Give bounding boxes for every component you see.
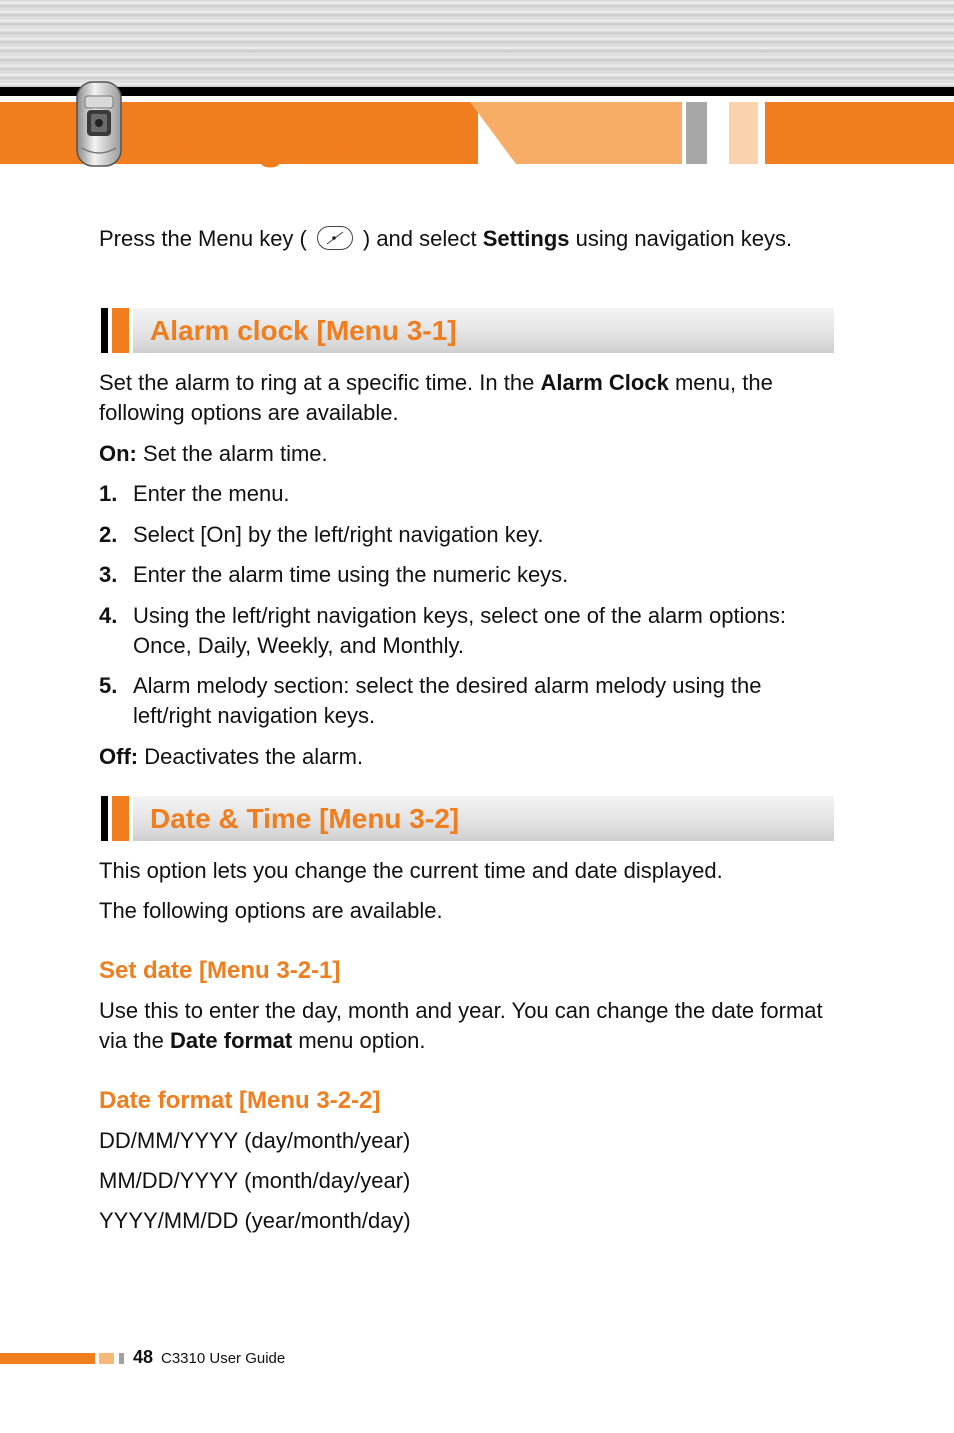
section-marker-black xyxy=(101,308,108,353)
section-date-time xyxy=(101,796,834,841)
alarm-desc-1: Set the alarm to ring at a specific time. In the xyxy=(99,370,535,395)
section-heading: Alarm clock [Menu 3-1] xyxy=(150,315,457,346)
off-label: Off: xyxy=(99,744,139,769)
section-marker-orange xyxy=(112,308,129,353)
alarm-desc-2: menu, the following options are available. xyxy=(99,370,773,425)
alarm-off-line xyxy=(99,742,839,772)
header-band-right xyxy=(765,102,954,164)
section-heading: Date & Time [Menu 3-2] xyxy=(150,803,460,834)
intro-paragraph xyxy=(99,224,839,254)
on-text: Set the alarm time. xyxy=(143,441,328,466)
step-number: 4. xyxy=(99,603,118,628)
menu-key-icon xyxy=(317,226,353,250)
page-title xyxy=(132,110,418,175)
footer-marker-peach xyxy=(99,1353,114,1364)
step-number: 2. xyxy=(99,522,118,547)
date-format-option: DD/MM/YYYY (day/month/year) xyxy=(99,1128,411,1153)
datetime-line-1: This option lets you change the current time and date displayed. xyxy=(99,858,723,883)
intro-bold-settings: Settings xyxy=(482,226,570,251)
title-menu-number: [Menu 3] xyxy=(315,128,419,158)
subsection-heading-date-format: Date format [Menu 3-2-2] xyxy=(99,1087,381,1114)
set-date-desc-bold: Date format xyxy=(169,1028,293,1053)
flip-phone-icon xyxy=(74,80,124,168)
set-date-description xyxy=(99,996,839,1056)
alarm-description xyxy=(99,368,839,428)
section-marker-black xyxy=(101,796,108,841)
footer-marker-gray xyxy=(119,1353,124,1364)
date-format-option: YYYY/MM/DD (year/month/day) xyxy=(99,1208,411,1233)
set-date-desc-2: menu option. xyxy=(298,1028,426,1053)
section-alarm-clock xyxy=(101,308,834,353)
header-band-peach xyxy=(729,102,758,164)
intro-text-1: Press the Menu key ( xyxy=(99,226,307,251)
header-band-gray xyxy=(686,102,707,164)
date-format-option: MM/DD/YYYY (month/day/year) xyxy=(99,1168,411,1193)
footer-bar xyxy=(0,1353,95,1364)
off-text: Deactivates the alarm. xyxy=(144,744,364,769)
step-text: Using the left/right navigation keys, select one of the alarm options: Once, Daily, Weekly, and Monthly. xyxy=(133,603,787,658)
step-text: Alarm melody section: select the desired alarm melody using the left/right navigation keys. xyxy=(133,673,762,728)
datetime-line-2: The following options are available. xyxy=(99,898,443,923)
set-date-desc-1: Use this to enter the day, month and year. You can change the date format via the xyxy=(99,998,823,1053)
step-number: 3. xyxy=(99,562,118,587)
intro-text-2: ) and select xyxy=(362,226,477,251)
step-number: 5. xyxy=(99,673,118,698)
step-text: Select [On] by the left/right navigation key. xyxy=(133,522,544,547)
alarm-on-line xyxy=(99,439,839,469)
intro-text-3: using navigation keys. xyxy=(575,226,793,251)
subsection-heading-set-date: Set date [Menu 3-2-1] xyxy=(99,957,341,984)
step-text: Enter the alarm time using the numeric keys. xyxy=(133,562,569,587)
step-number: 1. xyxy=(99,481,118,506)
alarm-desc-bold: Alarm Clock xyxy=(540,370,669,395)
header-rule xyxy=(0,87,954,96)
guide-title: C3310 User Guide xyxy=(161,1350,286,1367)
on-label: On: xyxy=(99,441,137,466)
title-text: Settings xyxy=(132,116,310,168)
page-number: 48 xyxy=(133,1347,154,1367)
header-band-slant xyxy=(470,102,682,164)
header-texture xyxy=(0,0,954,88)
step-text: Enter the menu. xyxy=(133,481,290,506)
section-marker-orange xyxy=(112,796,129,841)
